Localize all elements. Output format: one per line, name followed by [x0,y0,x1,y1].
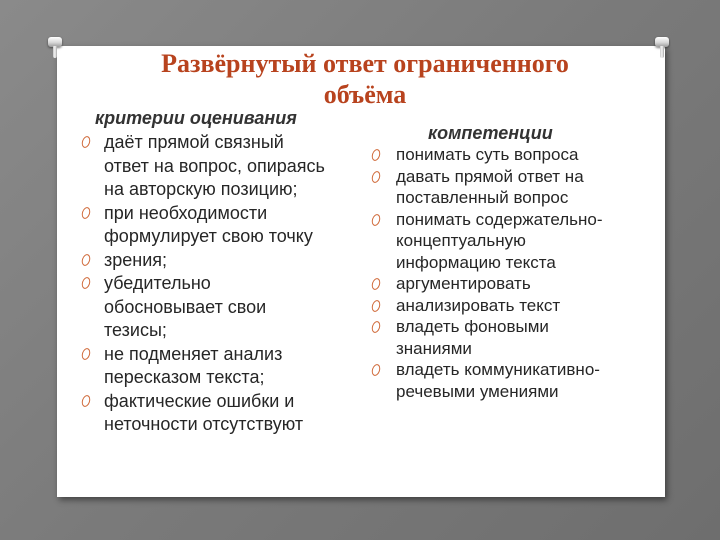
list-item-line: не подменяет анализ [104,343,283,364]
list-item-line: аргументировать [396,274,531,293]
bullet-icon [370,277,381,291]
list-item-line: поставленный вопрос [396,188,569,207]
list-item-line: давать прямой ответ на [396,166,584,186]
list-item-line: речевыми умениями [396,381,559,401]
list-item-line: обосновывает свои [104,296,267,317]
list-item [370,295,640,317]
list-item-line: на авторскую позицию; [104,179,298,199]
bullet-icon [80,135,91,149]
list-item-line: неточности отсутствуют [104,414,304,434]
bullet-icon [370,320,381,334]
list-item-line: понимать содержательно- [396,209,603,229]
title-line-2: объёма [323,80,407,109]
list-item [80,390,370,437]
list-item-line: понимать суть вопроса [396,145,579,164]
list-item-line: анализировать текст [396,295,561,315]
list-item-line: фактические ошибки и [104,390,295,411]
list-item [80,343,370,390]
list-item-line: ответ на вопрос, опираясь [104,155,325,176]
list-item-line: знаниями [396,338,472,358]
pushpin-icon [655,37,669,59]
list-item-line: убедительно [104,273,211,293]
list-item [80,272,370,343]
slide-title [100,48,630,110]
list-item-line: формулирует свою точку [104,226,313,246]
list-item-line: владеть фоновыми [396,317,549,336]
bullet-icon [370,148,381,162]
criteria-heading: критерии оценивания [95,108,297,128]
pushpin-icon [48,37,62,59]
bullet-icon [80,206,91,220]
list-item [370,144,640,166]
list-item-line: при необходимости [104,202,268,223]
list-item-line: владеть коммуникативно- [396,360,600,379]
bullet-icon [80,347,91,361]
bullet-icon [80,276,91,290]
list-item [370,273,640,295]
bullet-icon [370,299,381,313]
competencies-list [370,144,640,402]
list-item [370,316,640,359]
bullet-icon [370,363,381,377]
list-item-line: информацию текста [396,252,556,272]
list-item-line: зрения; [104,249,168,270]
list-item [370,209,640,274]
list-item-line: тезисы; [104,320,167,340]
list-item [80,131,370,202]
list-item-line: концептуальную [396,231,526,250]
title-line-1: Развёрнутый ответ ограниченного [161,49,569,78]
bullet-icon [370,170,381,184]
list-item-line: даёт прямой связный [104,132,284,152]
competencies-heading: компетенции [428,123,553,143]
list-item [80,249,370,273]
criteria-list [80,131,370,437]
list-item [370,166,640,209]
list-item-line: пересказом текста; [104,367,265,387]
bullet-icon [80,394,91,408]
bullet-icon [80,253,91,267]
list-item [80,202,370,249]
bullet-icon [370,213,381,227]
list-item [370,359,640,402]
